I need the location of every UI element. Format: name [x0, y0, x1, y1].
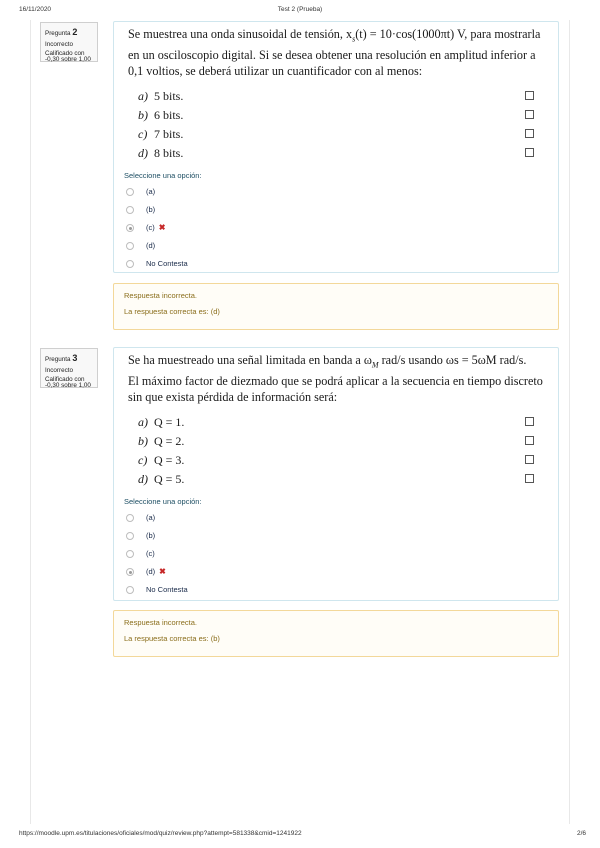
page-frame-left — [30, 20, 31, 824]
page-frame-right — [569, 20, 570, 824]
option-row: c) 7 bits. — [114, 125, 558, 144]
feedback-result: Respuesta incorrecta. — [124, 291, 197, 300]
option-checkbox — [525, 110, 534, 119]
option-checkbox — [525, 148, 534, 157]
select-prompt: Seleccione una opción: — [124, 497, 202, 507]
radio-button[interactable] — [126, 550, 134, 558]
option-row: b) 6 bits. — [114, 106, 558, 125]
question-grade-label: Calificado con — [45, 375, 85, 383]
page-url: https://moodle.upm.es/titulaciones/oficiales/mod/quiz/review.php?attempt=581338&cmid=1241922 — [19, 830, 302, 837]
radio-group — [124, 184, 558, 274]
question-grade-label: Calificado con — [45, 49, 85, 57]
incorrect-icon: ✖ — [159, 567, 166, 577]
radio-option-d[interactable]: (d) ✖ — [124, 564, 558, 582]
question-number: Pregunta 2 — [45, 27, 78, 37]
radio-option-c[interactable]: (c) ✖ — [124, 220, 558, 238]
select-prompt: Seleccione una opción: — [124, 171, 202, 181]
radio-button[interactable] — [126, 586, 134, 594]
option-checkbox — [525, 129, 534, 138]
radio-button-checked[interactable] — [126, 568, 134, 576]
question-grade-value: -0,30 sobre 1,00 — [45, 56, 91, 64]
question-grade-value: -0,30 sobre 1,00 — [45, 382, 91, 390]
option-checkbox — [525, 436, 534, 445]
radio-button[interactable] — [126, 514, 134, 522]
radio-button[interactable] — [126, 532, 134, 540]
question-info-2 — [40, 22, 98, 62]
radio-button-checked[interactable] — [126, 224, 134, 232]
question-number: Pregunta 3 — [45, 353, 78, 363]
question-status: Incorrecto — [45, 40, 73, 48]
radio-group — [124, 510, 558, 600]
option-row: d) 8 bits. — [114, 144, 558, 163]
page-number: 2/6 — [576, 830, 586, 837]
radio-option-b[interactable]: (b) — [124, 202, 558, 220]
option-checkbox — [525, 474, 534, 483]
feedback-result: Respuesta incorrecta. — [124, 618, 197, 627]
radio-button[interactable] — [126, 206, 134, 214]
radio-button[interactable] — [126, 242, 134, 250]
print-title: Test 2 (Prueba) — [277, 6, 323, 13]
option-row: d) Q = 5. — [114, 470, 558, 489]
radio-option-d[interactable]: (d) — [124, 238, 558, 256]
radio-option-no-answer[interactable]: No Contesta — [124, 582, 558, 600]
option-row: a) Q = 1. — [114, 413, 558, 432]
radio-option-a[interactable]: (a) — [124, 184, 558, 202]
incorrect-icon: ✖ — [158, 223, 166, 233]
answer-options — [114, 87, 558, 163]
option-row: a) 5 bits. — [114, 87, 558, 106]
print-header — [0, 6, 600, 18]
feedback-correct-answer: La respuesta correcta es: (d) — [124, 307, 220, 316]
question-status: Incorrecto — [45, 366, 73, 374]
radio-button[interactable] — [126, 188, 134, 196]
radio-button[interactable] — [126, 260, 134, 268]
option-row: b) Q = 2. — [114, 432, 558, 451]
question-text: Se ha muestreado una señal limitada en banda a $\omega_M$ rad/s usando ωs = 5ωM rad/s. El máximo factor de diezmado que se podrá aplicar a la secuencia en tiempo discreto sin que exista pérdida de información será: — [128, 353, 543, 405]
option-checkbox — [525, 91, 534, 100]
question-box-3 — [113, 347, 559, 601]
feedback-box-3 — [113, 610, 559, 657]
print-date: 16/11/2020 — [19, 6, 52, 13]
feedback-box-2 — [113, 283, 559, 330]
radio-option-c[interactable]: (c) — [124, 546, 558, 564]
radio-option-a[interactable]: (a) — [124, 510, 558, 528]
option-checkbox — [525, 417, 534, 426]
question-info-3 — [40, 348, 98, 388]
option-checkbox — [525, 455, 534, 464]
question-box-2 — [113, 21, 559, 273]
radio-option-no-answer[interactable]: No Contesta — [124, 256, 558, 274]
radio-option-b[interactable]: (b) — [124, 528, 558, 546]
question-text: Se muestrea una onda sinusoidal de tensión, $x_s(t) = 10\cdot\cos(1000\pi t)$ V, para mostrarla en un osciloscopio digital. Si se desea obtener una resolución en amplitud inferior a 0,1 voltios, se deberá utilizar un cuantificador con al menos: — [128, 27, 541, 79]
answer-options — [114, 413, 558, 489]
option-row: c) Q = 3. — [114, 451, 558, 470]
feedback-correct-answer: La respuesta correcta es: (b) — [124, 634, 220, 643]
